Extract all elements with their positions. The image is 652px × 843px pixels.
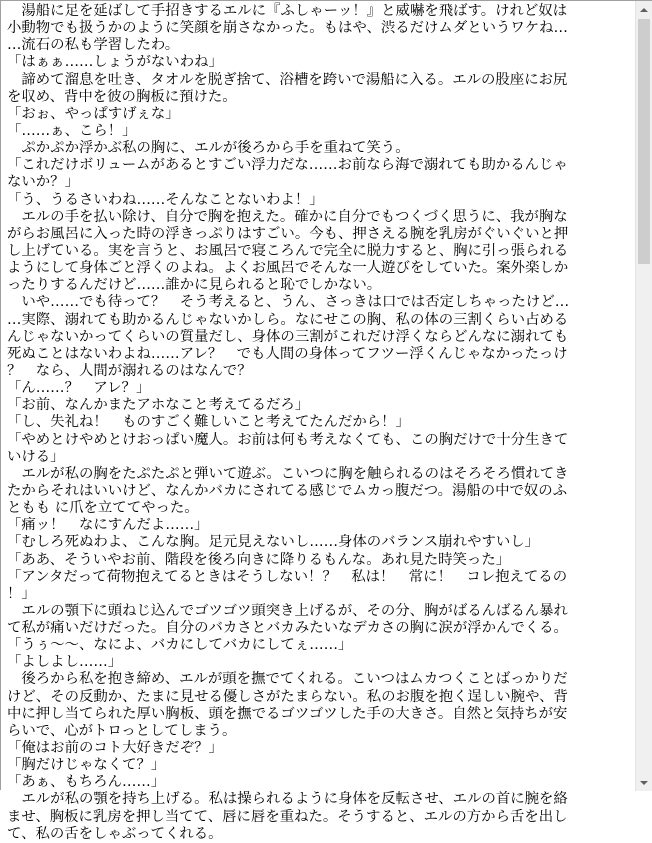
- text-line: し上げている。実を言うと、お風呂で寝ころんで完全に脱力すると、胸に引っ張られる: [7, 242, 569, 259]
- text-line: て私が痛いだけだった。自分のバカさとバカみたいなデカさの胸に涙が浮かんでくる。: [7, 620, 568, 637]
- text-line: 諦めて溜息を吐き、タオルを脱ぎ捨て、浴槽を跨いで湯船に入る。エルの股座にお尻: [7, 71, 568, 88]
- text-line: エルの顎下に頭ねじ込んでゴツゴツ頭突き上げるが、その分、胸がばるんばるん暴れ: [7, 602, 568, 619]
- text-line: 「痛ッ！ なにすんだよ……」: [7, 517, 209, 534]
- text-line: 「ああ、そういやお前、階段を後ろ向きに降りるもんな。あれ見た時笑った」: [7, 551, 511, 568]
- scroll-up-button[interactable]: [636, 1, 652, 18]
- text-line: 「やめとけやめとけおっぱい魔人。お前は何も考えなくても、この胸だけで十分生きて: [7, 431, 569, 448]
- text-line: ？ なら、人間が溺れるのはなんで？: [7, 362, 252, 379]
- text-line: 「これだけボリュームがあるとすごい浮力だな……お前なら海で溺れても助かるんじゃ: [7, 157, 568, 174]
- text-line: いける」: [7, 448, 65, 465]
- text-line: エルが私の顎を持ち上げる。私は操られるように身体を反転させ、エルの首に腕を絡: [7, 791, 568, 808]
- vertical-scrollbar[interactable]: [635, 1, 652, 791]
- text-line: 「う、うるさいわね……そんなことないわよ！」: [7, 191, 324, 208]
- text-line: …流石の私も学習したわ。: [7, 37, 180, 54]
- text-line: らいで、心がトロっとしてしまう。: [7, 722, 237, 739]
- arrow-up-icon: [640, 8, 648, 12]
- document-text-area[interactable]: [1, 1, 635, 842]
- text-line: ともも に爪を立ててやった。: [7, 500, 199, 517]
- text-line: 「俺はお前のコト大好きだぞ？」: [7, 740, 223, 757]
- text-line: 死ぬことはないわよね……アレ？ でも人間の身体ってフツー浮くんじゃなかったっけ: [7, 345, 568, 362]
- text-line: いや……でも待って？ そう考えると、うん、さっきは口では否定しちゃったけど…: [7, 294, 570, 311]
- text-line: けど、その反動か、たまに見せる優しさがたまらない。私のお腹を抱く逞しい腕や、背: [7, 688, 568, 705]
- text-line: 「おぉ、やっぱすげぇな」: [7, 105, 180, 122]
- text-line: 「うぅ～～、なによ、バカにしてバカにしてぇ……」: [7, 637, 353, 654]
- text-line: がらお風呂に入った時の浮きっぷりはすごい。今も、押さえる腕を乳房がぐいぐいと押: [7, 225, 569, 242]
- text-line: 「アンタだって荷物抱えてるときはそうしない！？ 私は！ 常に！ コレ抱えてるの: [7, 568, 568, 585]
- text-line: 「……ぁ、こら！」: [7, 122, 137, 139]
- text-line: ぷかぷか浮かぶ私の胸に、エルが後ろから手を重ねて笑う。: [7, 140, 410, 157]
- text-line: 「はぁぁ……しょうがないわね」: [7, 54, 223, 71]
- text-line: ったりするんだけど……誰かに見られると恥でしかない。: [7, 277, 382, 294]
- text-line: 後ろから私を抱き締め、エルが頭を撫でてくれる。こいつはムカつくことばっかりだ: [7, 671, 568, 688]
- text-line: ようにして身体ごと浮くのよね。よくお風呂でそんな一人遊びをしていた。案外楽しか: [7, 260, 569, 277]
- text-line: 「むしろ死ぬわよ、こんな胸。足元見えないし……身体のバランス崩れやすいし」: [7, 534, 540, 551]
- text-line: 「ん……？ アレ？」: [7, 380, 151, 397]
- arrow-down-icon: [640, 781, 648, 785]
- text-line: ！」: [7, 585, 36, 602]
- text-line: …実際、溺れても助かるんじゃないかしら。なにせこの胸、私の体の三割くらい占める: [7, 311, 569, 328]
- text-line: 「お前、なんかまたアホなこと考えてるだろ」: [7, 397, 310, 414]
- text-line: ないか？」: [7, 174, 79, 191]
- text-line: んじゃないかってくらいの質量だし、身体の三割がこれだけ浮くならどんなに溺れても: [7, 328, 569, 345]
- scroll-down-button[interactable]: [636, 774, 652, 791]
- text-line: エルの手を払い除け、自分で胸を抱えた。確かに自分でもつくづく思うに、我が胸な: [7, 208, 568, 225]
- text-line: 小動物でも扱うかのように笑顔を崩さなかった。もはや、渋るだけムダというワケね…: [7, 20, 568, 37]
- text-line: 中に押し当てられた厚い胸板、頭を撫でるゴツゴツした手の大きさ。自然と気持ちが安: [7, 705, 568, 722]
- text-line: 「胸だけじゃなくて？」: [7, 757, 166, 774]
- text-line: 「あぁ、もちろん……」: [7, 774, 166, 791]
- text-line: エルが私の胸をたぷたぷと弾いて遊ぶ。こいつに胸を触られるのはそろそろ慣れてき: [7, 465, 569, 482]
- text-line: 「よしよし……」: [7, 654, 123, 671]
- text-line: 「し、失礼ね！ ものすごく難しいこと考えてたんだから！」: [7, 414, 410, 431]
- text-line: て、私の舌をしゃぶってくれる。: [7, 825, 223, 842]
- text-line: を収め、背中を彼の胸板に預けた。: [7, 88, 237, 105]
- text-line: 湯船に足を延ばして手招きするエルに『ふしゃーッ！』と威嚇を飛ばす。けれど奴は: [7, 3, 568, 19]
- text-line: たからそれはいいけど、なんかバカにされてる感じでムカっ腹だつ。湯船の中で奴のふ: [7, 482, 568, 499]
- text-line: ませ、胸板に乳房を押し当てて、唇に唇を重ねた。そうすると、エルの方から舌を出し: [7, 808, 568, 825]
- scroll-thumb[interactable]: [638, 19, 650, 264]
